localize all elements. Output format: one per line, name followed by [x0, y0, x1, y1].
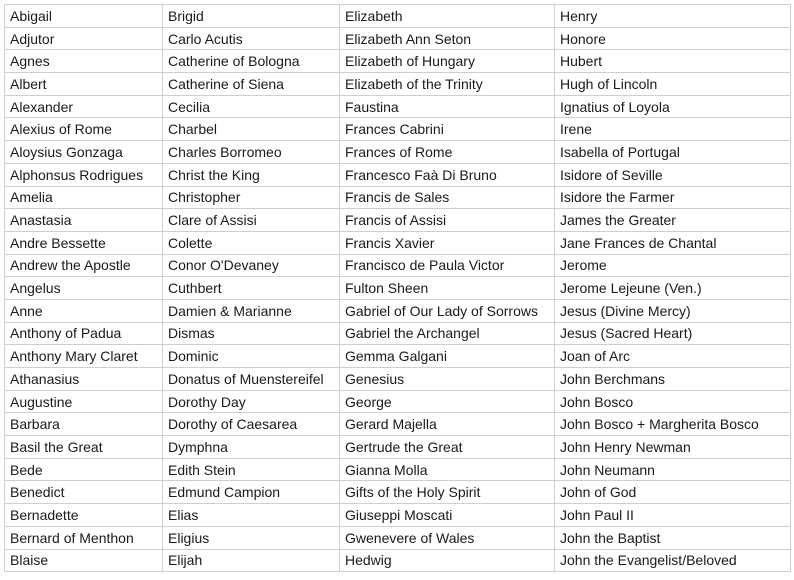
table-cell[interactable]: Anthony of Padua — [5, 322, 163, 345]
table-cell[interactable]: Francis de Sales — [340, 186, 555, 209]
table-cell[interactable]: Francis Xavier — [340, 231, 555, 254]
table-cell[interactable]: Hubert — [555, 50, 791, 73]
table-cell[interactable]: Gabriel of Our Lady of Sorrows — [340, 299, 555, 322]
table-row — [5, 186, 791, 209]
table-cell[interactable]: Amelia — [5, 186, 163, 209]
table-row — [5, 277, 791, 300]
table-cell[interactable]: Henry — [555, 5, 791, 28]
table-row — [5, 163, 791, 186]
table-row — [5, 231, 791, 254]
table-row — [5, 368, 791, 391]
table-row — [5, 254, 791, 277]
table-cell[interactable]: Hedwig — [340, 549, 555, 572]
table-cell[interactable]: Joan of Arc — [555, 345, 791, 368]
table-cell[interactable]: Anthony Mary Claret — [5, 345, 163, 368]
table-cell[interactable]: Jerome Lejeune (Ven.) — [555, 277, 791, 300]
table-row — [5, 504, 791, 527]
table-cell[interactable]: Alphonsus Rodrigues — [5, 163, 163, 186]
table-cell[interactable]: John Neumann — [555, 458, 791, 481]
table-cell[interactable]: Bede — [5, 458, 163, 481]
table-cell[interactable]: Bernard of Menthon — [5, 526, 163, 549]
table-cell[interactable]: Dominic — [163, 345, 340, 368]
table-cell[interactable]: Isabella of Portugal — [555, 141, 791, 164]
table-cell[interactable]: Elias — [163, 504, 340, 527]
table-row — [5, 5, 791, 28]
table-cell[interactable]: Gemma Galgani — [340, 345, 555, 368]
table-cell[interactable]: Cuthbert — [163, 277, 340, 300]
table-cell[interactable]: Charbel — [163, 118, 340, 141]
table-cell[interactable]: Fulton Sheen — [340, 277, 555, 300]
table-cell[interactable]: Elizabeth Ann Seton — [340, 27, 555, 50]
table-cell[interactable]: Francisco de Paula Victor — [340, 254, 555, 277]
table-cell[interactable]: Francesco Faà Di Bruno — [340, 163, 555, 186]
table-row — [5, 549, 791, 572]
table-cell[interactable]: James the Greater — [555, 209, 791, 232]
table-cell[interactable]: Alexius of Rome — [5, 118, 163, 141]
table-cell[interactable]: Frances of Rome — [340, 141, 555, 164]
table-cell[interactable]: Elizabeth — [340, 5, 555, 28]
table-cell[interactable]: Anastasia — [5, 209, 163, 232]
table-cell[interactable]: Honore — [555, 27, 791, 50]
table-cell[interactable]: Benedict — [5, 481, 163, 504]
table-cell[interactable]: Basil the Great — [5, 436, 163, 459]
table-cell[interactable]: Carlo Acutis — [163, 27, 340, 50]
table-cell[interactable]: Blaise — [5, 549, 163, 572]
table-cell[interactable]: Albert — [5, 73, 163, 96]
table-cell[interactable]: Dismas — [163, 322, 340, 345]
table-cell[interactable]: Christopher — [163, 186, 340, 209]
table-cell[interactable]: John Henry Newman — [555, 436, 791, 459]
table-cell[interactable]: Edmund Campion — [163, 481, 340, 504]
table-cell[interactable]: Catherine of Bologna — [163, 50, 340, 73]
table-cell[interactable]: Jane Frances de Chantal — [555, 231, 791, 254]
table-cell[interactable]: Clare of Assisi — [163, 209, 340, 232]
table-cell[interactable]: Charles Borromeo — [163, 141, 340, 164]
table-row — [5, 322, 791, 345]
table-row — [5, 458, 791, 481]
table-cell[interactable]: Gerard Majella — [340, 413, 555, 436]
table-cell[interactable]: Abigail — [5, 5, 163, 28]
table-cell[interactable]: John of God — [555, 481, 791, 504]
table-cell[interactable]: Jesus (Divine Mercy) — [555, 299, 791, 322]
names-table-body — [5, 5, 791, 572]
table-cell[interactable]: John Berchmans — [555, 368, 791, 391]
table-cell[interactable]: Edith Stein — [163, 458, 340, 481]
table-cell[interactable]: Hugh of Lincoln — [555, 73, 791, 96]
table-cell[interactable]: Anne — [5, 299, 163, 322]
table-cell[interactable]: Gwenevere of Wales — [340, 526, 555, 549]
table-cell[interactable]: Aloysius Gonzaga — [5, 141, 163, 164]
table-row — [5, 299, 791, 322]
table-cell[interactable]: Elizabeth of the Trinity — [340, 73, 555, 96]
table-cell[interactable]: Jesus (Sacred Heart) — [555, 322, 791, 345]
table-cell[interactable]: Augustine — [5, 390, 163, 413]
table-cell[interactable]: George — [340, 390, 555, 413]
table-row — [5, 209, 791, 232]
table-cell[interactable]: Jerome — [555, 254, 791, 277]
table-cell[interactable]: Agnes — [5, 50, 163, 73]
names-table — [4, 4, 791, 572]
table-cell[interactable]: Irene — [555, 118, 791, 141]
table-row — [5, 141, 791, 164]
table-cell[interactable]: Gabriel the Archangel — [340, 322, 555, 345]
table-cell[interactable]: Isidore the Farmer — [555, 186, 791, 209]
table-cell[interactable]: Cecilia — [163, 95, 340, 118]
table-cell[interactable]: Adjutor — [5, 27, 163, 50]
table-cell[interactable]: Francis of Assisi — [340, 209, 555, 232]
table-row — [5, 27, 791, 50]
table-cell[interactable]: Faustina — [340, 95, 555, 118]
table-cell[interactable]: Isidore of Seville — [555, 163, 791, 186]
table-cell[interactable]: Colette — [163, 231, 340, 254]
table-cell[interactable]: Athanasius — [5, 368, 163, 391]
table-cell[interactable]: Damien & Marianne — [163, 299, 340, 322]
table-cell[interactable]: Dorothy Day — [163, 390, 340, 413]
table-cell[interactable]: Elijah — [163, 549, 340, 572]
table-cell[interactable]: Donatus of Muenstereifel — [163, 368, 340, 391]
table-row — [5, 390, 791, 413]
table-cell[interactable]: Alexander — [5, 95, 163, 118]
table-cell[interactable]: Christ the King — [163, 163, 340, 186]
table-cell[interactable]: Gianna Molla — [340, 458, 555, 481]
table-cell[interactable]: Gertrude the Great — [340, 436, 555, 459]
table-cell[interactable]: Gifts of the Holy Spirit — [340, 481, 555, 504]
table-cell[interactable]: John Bosco — [555, 390, 791, 413]
table-cell[interactable]: Conor O'Devaney — [163, 254, 340, 277]
table-row — [5, 73, 791, 96]
table-cell[interactable]: Bernadette — [5, 504, 163, 527]
table-cell[interactable]: Dymphna — [163, 436, 340, 459]
table-cell[interactable]: Genesius — [340, 368, 555, 391]
table-row — [5, 436, 791, 459]
table-cell[interactable]: John Bosco + Margherita Bosco — [555, 413, 791, 436]
table-cell[interactable]: Catherine of Siena — [163, 73, 340, 96]
table-cell[interactable]: Dorothy of Caesarea — [163, 413, 340, 436]
table-cell[interactable]: Eligius — [163, 526, 340, 549]
table-row — [5, 481, 791, 504]
table-cell[interactable]: Elizabeth of Hungary — [340, 50, 555, 73]
table-cell[interactable]: Giuseppi Moscati — [340, 504, 555, 527]
table-row — [5, 50, 791, 73]
table-cell[interactable]: John Paul II — [555, 504, 791, 527]
table-row — [5, 413, 791, 436]
table-row — [5, 345, 791, 368]
table-cell[interactable]: Barbara — [5, 413, 163, 436]
table-cell[interactable]: Brigid — [163, 5, 340, 28]
table-cell[interactable]: John the Evangelist/Beloved — [555, 549, 791, 572]
table-row — [5, 118, 791, 141]
table-row — [5, 526, 791, 549]
table-row — [5, 95, 791, 118]
table-cell[interactable]: Frances Cabrini — [340, 118, 555, 141]
table-cell[interactable]: Angelus — [5, 277, 163, 300]
table-cell[interactable]: Ignatius of Loyola — [555, 95, 791, 118]
table-cell[interactable]: Andrew the Apostle — [5, 254, 163, 277]
table-cell[interactable]: John the Baptist — [555, 526, 791, 549]
table-cell[interactable]: Andre Bessette — [5, 231, 163, 254]
